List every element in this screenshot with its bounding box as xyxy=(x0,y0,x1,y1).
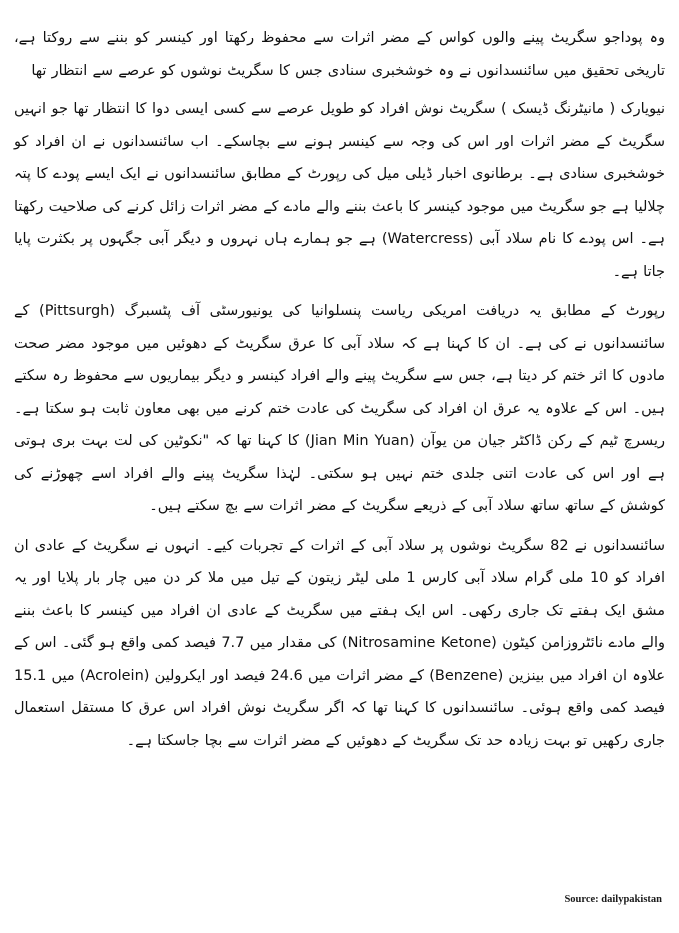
source-credit: Source: dailypakistan xyxy=(564,894,662,905)
article-paragraph: رپورٹ کے مطابق یہ دریافت امریکی ریاست پنسلوانیا کی یونیورسٹی آف پٹسبرگ (Pittsurgh) کے سائنسدانوں نے کی ہے۔ ان کا کہنا ہے کہ سلاد آبی کا عرق سگریٹ کے دھوئیں میں موجود مضر صحت مادوں کا اثر ختم کر دیتا ہے، جس سے سگریٹ پینے والے افراد کینسر و دیگر بیماریوں سے محفوظ رہ سکتے ہیں۔ اس کے علاوہ یہ عرق ان افراد کی سگریٹ کی عادت ختم کرنے میں بھی معاون ثابت ہو سکتا ہے۔ ریسرچ ٹیم کے رکن ڈاکٹر جیان من یوآن (Jian Min Yuan) کا کہنا تھا کہ "نکوٹین کی لت بہت بری ہوتی ہے اور اس کی عادت اتنی جلدی ختم نہیں ہو سکتی۔ لہٰذا سگریٹ پینے والے افراد اسے چھوڑنے کی کوشش کے ساتھ ساتھ سلاد آبی کے ذریعے سگریٹ کے مضر اثرات سے بچ سکتے ہیں۔ xyxy=(14,303,666,514)
article-paragraph: نیویارک ( مانیٹرنگ ڈیسک ) سگریٹ نوش افراد کو طویل عرصے سے کسی ایسی دوا کا انتظار تھا جو انہیں سگریٹ کے مضر اثرات اور اس کی وجہ سے کینسر ہونے سے بچاسکے۔ اب سائنسدانوں نے ان افراد کو خوشخبری سنادی ہے۔ برطانوی اخبار ڈیلی میل کی رپورٹ کے مطابق سائنسدانوں نے ایک ایسے پودے کا پتہ چلالیا ہے جو سگریٹ میں موجود کینسر کا باعث بننے والے مادے کے مضر اثرات زائل کرنے کی صلاحیت رکھتا ہے۔ اس پودے کا نام سلاد آبی (Watercress) ہے جو ہمارے ہاں نہروں و دیگر آبی جگہوں پر بکثرت پایا جاتا ہے۔ xyxy=(14,101,665,280)
article-paragraph: سائنسدانوں نے 82 سگریٹ نوشوں پر سلاد آبی کے اثرات کے تجربات کیے۔ انہوں نے سگریٹ کے عادی ان افراد کو 10 ملی گرام سلاد آبی کارس 1 ملی لیٹر زیتون کے تیل میں ملا کر دن میں چار بار پلایا اور یہ مشق ایک ہفتے تک جاری رکھی۔ اس ایک ہفتے میں سگریٹ کے عادی ان افراد میں کینسر کا باعث بننے والے مادے نائٹروزامن کیٹون (Nitrosamine Ketone) کی مقدار میں 7.7 فیصد کمی واقع ہو گئی۔ اس کے علاوہ ان افراد میں بینزین (Benzene) کے مضر اثرات میں 24.6 فیصد اور ایکرولین (Acrolein) میں 15.1 فیصد کمی واقع ہوئی۔ سائنسدانوں کا کہنا تھا کہ اگر سگریٹ نوش افراد اس عرق کا مستقل استعمال جاری رکھیں تو بہت زیادہ حد تک سگریٹ کے دھوئیں کے مضر اثرات سے بچا جاسکتا ہے۔ xyxy=(14,537,666,749)
article-body xyxy=(14,0,665,757)
article-lead-paragraph: وہ پوداجو سگریٹ پینے والوں کواس کے مضر اثرات سے محفوظ رکھتا اور کینسر کو بننے سے روکتا ہے، تاریخی تحقیق میں سائنسدانوں نے وہ خوشخبری سنادی جس کا سگریٹ نوشوں کو عرصے سے انتظار تھا xyxy=(14,30,665,79)
